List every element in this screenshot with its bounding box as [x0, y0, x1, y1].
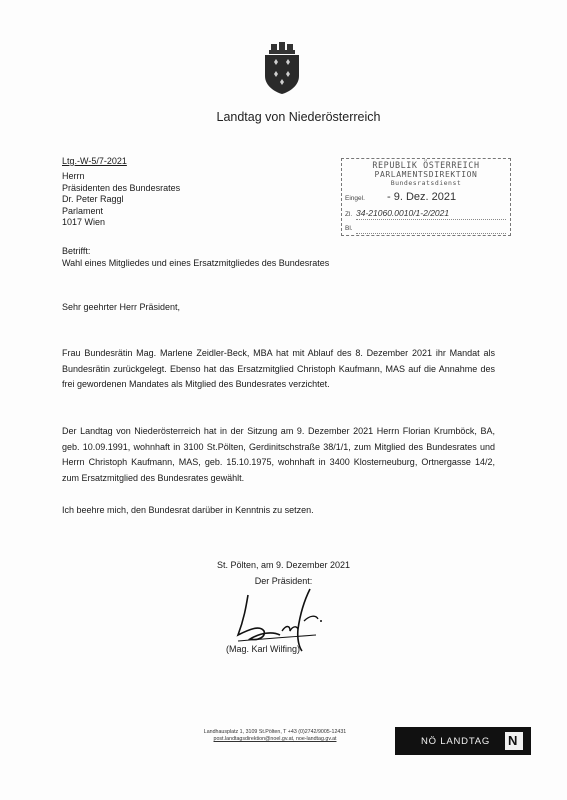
footer-address: [175, 729, 375, 743]
letterhead-title: Landtag von Niederösterreich: [216, 110, 381, 124]
stamp-line: Bundesratsdienst: [390, 179, 462, 187]
stamp-dotted-line: [356, 219, 506, 220]
salutation: Sehr geehrter Herr Präsident,: [62, 302, 181, 312]
subject-block: [62, 246, 329, 269]
brand-wordmark: NÖ LANDTAG: [421, 736, 491, 747]
footer-address-line: Landhausplatz 1, 3109 St.Pölten, T +43 (0)2742/9005-12431: [203, 729, 347, 735]
subject-text: Wahl eines Mitgliedes und eines Ersatzmitgliedes des Bundesrates: [62, 257, 330, 268]
reference-number: Ltg.-W-5/7-2021: [62, 156, 127, 166]
recipient-line: Dr. Peter Raggl: [62, 194, 124, 205]
recipient-line: Parlament: [62, 205, 104, 216]
stamp-dotted-line: [356, 233, 506, 234]
place-date: St. Pölten, am 9. Dezember 2021: [216, 560, 351, 570]
footer-links[interactable]: post.landtagsdirektion@noel.gv.at, noe-landtag.gv.at: [213, 736, 337, 742]
receipt-stamp: [341, 158, 511, 236]
stamp-eingel-value: - 9. Dez. 2021: [387, 191, 457, 203]
coat-of-arms-icon: [261, 42, 303, 94]
stamp-bl-label: Bl.: [345, 225, 353, 232]
recipient-address: [62, 171, 180, 229]
signatory-title: Der Präsident:: [254, 576, 313, 586]
subject-label: Betrifft:: [62, 246, 91, 256]
recipient-line: 1017 Wien: [62, 217, 106, 228]
brand-n-icon: N: [505, 732, 523, 750]
recipient-line: Herrn: [62, 171, 85, 181]
body-paragraph: Frau Bundesrätin Mag. Marlene Zeidler-Beck, MBA hat mit Ablauf des 8. Dezember 2021 ihr Mandat als Bundesrätin zurückgelegt. Ebenso hat das Ersatzmitglied Christoph Kaufmann, MAS auf die Annahme des frei gewordenen Mandates als Mitglied des Bundesrates verzichtet.: [62, 348, 495, 390]
body-paragraph: Ich beehre mich, den Bundesrat darüber in Kenntnis zu setzen.: [62, 505, 314, 515]
stamp-zl-value: 34-21060.0010/1-2/2021: [356, 208, 450, 218]
stamp-line: REPUBLIK ÖSTERREICH: [372, 160, 480, 170]
stamp-eingel-label: Eingel.: [345, 195, 365, 202]
body-paragraph: Der Landtag von Niederösterreich hat in der Sitzung am 9. Dezember 2021 Herrn Florian Krumböck, BA, geb. 10.09.1991, wohnhaft in 3100 St.Pölten, Gerdinitschstraße 38/1/1, zum Mitglied des Bundesrates und Herrn Christoph Kaufmann, MAS, geb. 15.10.1975, wohnhaft in 3400 Klosterneuburg, Ortnergasse 14/2, zum Ersatzmitglied des Bundesrates gewählt.: [62, 426, 495, 483]
stamp-zl-label: Zl.: [345, 211, 353, 218]
recipient-line: Präsidenten des Bundesrates: [62, 182, 181, 193]
brand-logo: [395, 727, 531, 755]
stamp-line: PARLAMENTSDIREKTION: [374, 170, 478, 179]
signatory-name: (Mag. Karl Wilfing): [226, 644, 301, 654]
